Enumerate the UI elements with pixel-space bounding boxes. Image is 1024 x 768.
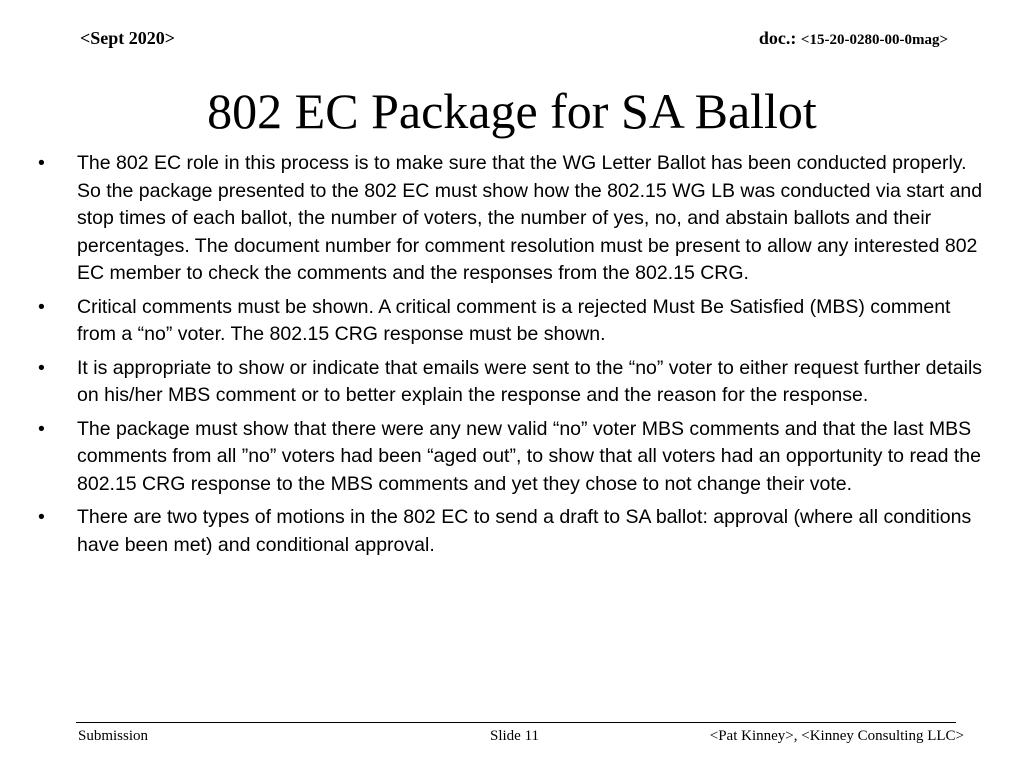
bullet-marker: • (38, 295, 45, 318)
bullet-text: It is appropriate to show or indicate that emails were sent to the “no” voter to either request further details on his/her MBS comment or to better explain the response and the reason for the response. (77, 356, 983, 406)
header-doc-id (759, 28, 948, 49)
bullet-item (32, 150, 992, 288)
bullet-text: The 802 EC role in this process is to make sure that the WG Letter Ballot has been conducted properly. So the package presented to the 802 EC must show how the 802.15 WG LB was conducted via start and stop times of each ballot, the number of voters, the number of yes, no, and abstain ballots and their percentages. The document number for comment resolution must be present to allow any interested 802 EC member to check the comments and the responses from the 802.15 CRG. (77, 152, 983, 284)
bullet-item (32, 504, 992, 559)
bullet-text: Critical comments must be shown. A critical comment is a rejected Must Be Satisfied (MBS) comment from a “no” voter. The 802.15 CRG response must be shown. (77, 295, 951, 345)
footer-submission: Submission (78, 728, 149, 744)
bullet-item (32, 355, 992, 410)
bullet-item (32, 294, 992, 349)
footer-divider (76, 722, 956, 723)
footer-author: <Pat Kinney>, <Kinney Consulting LLC> (709, 728, 964, 744)
bullet-marker: • (38, 152, 45, 174)
bullet-item (32, 416, 992, 499)
slide-title: 802 EC Package for SA Ballot (207, 83, 817, 139)
footer-slide-number: Slide 11 (490, 728, 540, 744)
header-doc-number: <15-20-0280-00-0mag> (800, 32, 948, 48)
bullet-list (32, 150, 992, 565)
bullet-marker: • (38, 356, 45, 379)
bullet-marker: • (38, 417, 45, 440)
bullet-marker: • (38, 506, 45, 528)
header-date: <Sept 2020> (80, 28, 176, 48)
header-doc-label: doc.: (758, 28, 801, 48)
bullet-text: There are two types of motions in the 802 EC to send a draft to SA ballot: approval (where all conditions have been met) and conditional approval. (77, 506, 972, 556)
bullet-text: The package must show that there were any new valid “no” voter MBS comments and that the last MBS comments from all ”no” voters had been “aged out”, to show that all voters had an opportunity to read the 802.15 CRG response to the MBS comments and yet they chose to not change their vote. (77, 417, 981, 495)
